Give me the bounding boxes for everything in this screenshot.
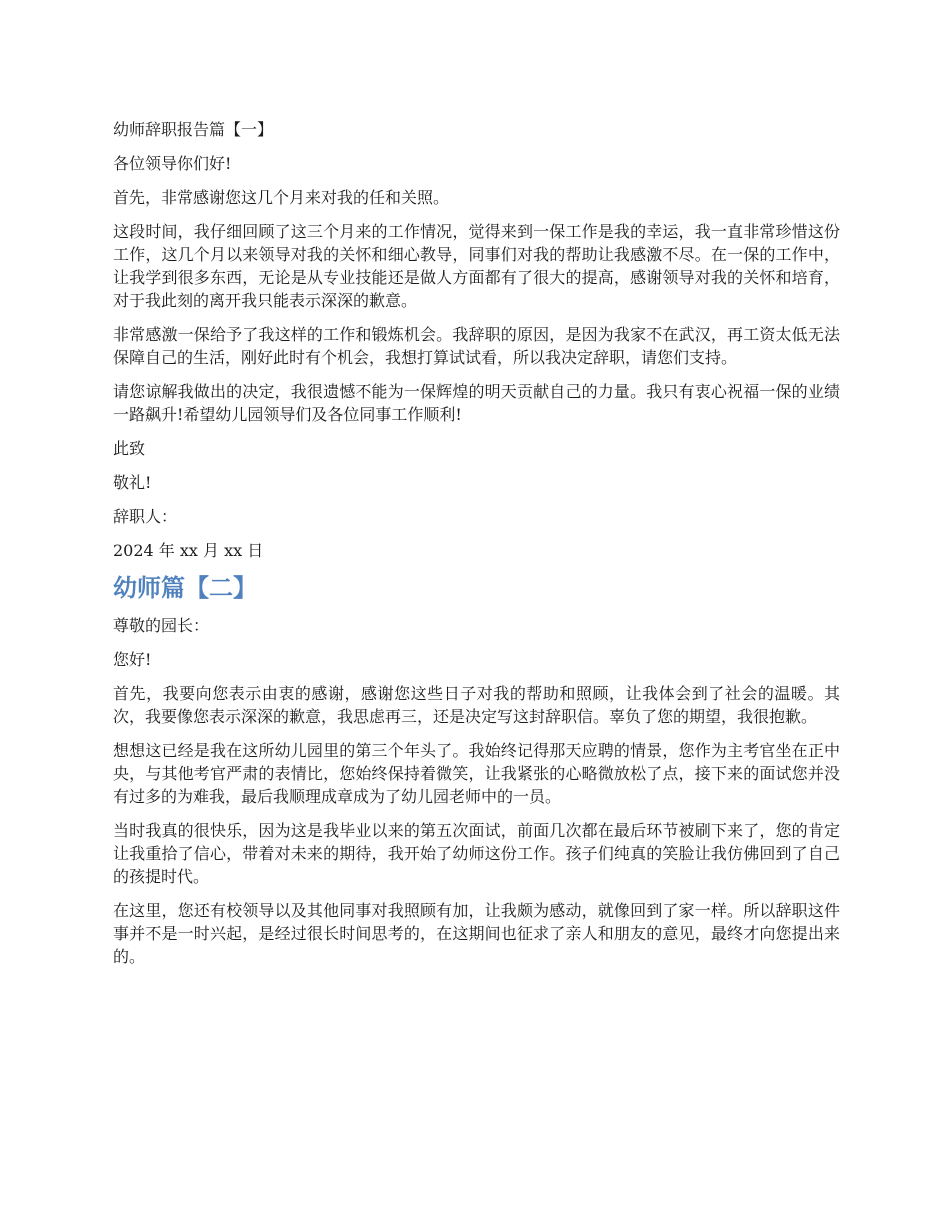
paragraph: 首先，我要向您表示由衷的感谢，感谢您这些日子对我的帮助和照顾，让我体会到了社会的温暖。其次，我要像您表示深深的歉意，我思虑再三，还是决定写这封辞职信。辜负了您的期望，我很抱歉。 [113,684,840,726]
greeting: 各位领导你们好! [113,154,232,173]
section-one-title: 幼师辞职报告篇【一】 [113,120,274,139]
salutation: 敬礼! [113,473,152,492]
paragraph: 在这里，您还有校领导以及其他同事对我照顾有加，让我颇为感动，就像回到了家一样。所以辞职这件事并不是一时兴起，是经过很长时间思考的，在这期间也征求了亲人和朋友的意见，最终才向您提出来的。 [113,901,840,966]
date-line: 2024 年 xx 月 xx 日 [113,541,264,560]
paragraph: 非常感激一保给予了我这样的工作和锻炼机会。我辞职的原因，是因为我家不在武汉，再工资太低无法保障自己的生活，刚好此时有个机会，我想打算试试看，所以我决定辞职，请您们支持。 [113,325,840,367]
signature-label: 辞职人： [113,507,178,526]
section-two-heading: 幼师篇【二】 [113,574,257,602]
document-page [113,118,840,979]
paragraph: 当时我真的很快乐，因为这是我毕业以来的第五次面试，前面几次都在最后环节被刷下来了，您的肯定让我重拾了信心，带着对未来的期待，我开始了幼师这份工作。孩子们纯真的笑脸让我仿佛回到了自己的孩提时代。 [113,821,840,886]
paragraph: 这段时间，我仔细回顾了这三个月来的工作情况，觉得来到一保工作是我的幸运，我一直非常珍惜这份工作，这几个月以来领导对我的关怀和细心教导，同事们对我的帮助让我感激不尽。在一保的工作中，让我学到很多东西，无论是从专业技能还是做人方面都有了很大的提高，感谢领导对我的关怀和培育，对于我此刻的离开我只能表示深深的歉意。 [113,222,840,310]
paragraph: 想想这已经是我在这所幼儿园里的第三个年头了。我始终记得那天应聘的情景，您作为主考官坐在正中央，与其他考官严肃的表情比，您始终保持着微笑，让我紧张的心略微放松了点，接下来的面试您并没有过多的为难我，最后我顺理成章成为了幼儿园老师中的一员。 [113,741,840,806]
closing-line: 此致 [113,439,146,458]
greeting: 您好! [113,650,152,669]
greeting: 尊敬的园长： [113,616,210,635]
paragraph: 请您谅解我做出的决定，我很遗憾不能为一保辉煌的明天贡献自己的力量。我只有衷心祝福一保的业绩一路飙升!希望幼儿园领导们及各位同事工作顺利! [113,382,840,424]
paragraph: 首先，非常感谢您这几个月来对我的任和关照。 [113,188,450,207]
